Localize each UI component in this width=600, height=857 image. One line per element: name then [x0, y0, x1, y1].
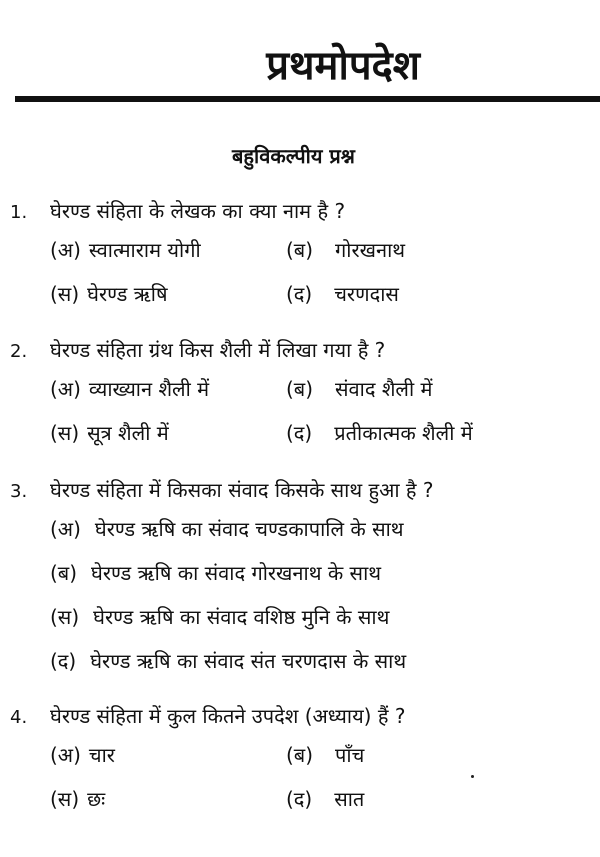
section-heading: बहुविकल्पीय प्रश्न [232, 144, 355, 168]
option-c [50, 411, 169, 455]
option-marker: (अ) [50, 377, 81, 401]
print-speck [471, 775, 474, 778]
option-marker: (स) [50, 605, 80, 629]
question-number: 4. [10, 707, 28, 728]
option-d [286, 411, 473, 455]
option-marker: (द) [50, 649, 77, 673]
question-text: घेरण्ड संहिता ग्रंथ किस शैली में लिखा गया है ? [50, 338, 386, 362]
option-marker: (ब) [50, 561, 78, 585]
option-c [50, 272, 168, 316]
option-b [286, 228, 405, 272]
option-a [50, 228, 201, 272]
question-number: 1. [10, 202, 28, 223]
option-a [50, 507, 404, 551]
option-text: व्याख्यान शैली में [88, 377, 210, 401]
option-marker: (द) [286, 421, 313, 445]
option-marker: (अ) [50, 517, 81, 541]
option-b [50, 551, 381, 595]
option-text: पाँच [335, 743, 365, 767]
option-text: घेरण्ड ऋषि का संवाद संत चरणदास के साथ [90, 649, 407, 673]
option-d [286, 272, 399, 316]
option-b [286, 733, 364, 777]
question-3 [0, 473, 600, 683]
option-a [50, 367, 209, 411]
option-marker: (स) [50, 787, 80, 811]
option-text: प्रतीकात्मक शैली में [334, 421, 473, 445]
option-marker: (अ) [50, 238, 81, 262]
option-text: संवाद शैली में [335, 377, 433, 401]
option-a [50, 733, 115, 777]
option-d [50, 639, 406, 683]
question-2 [0, 333, 600, 455]
question-number: 3. [10, 481, 28, 502]
option-c [50, 595, 389, 639]
option-text: स्वात्माराम योगी [88, 238, 201, 262]
option-marker: (स) [50, 282, 80, 306]
option-text: सात [334, 787, 365, 811]
question-4 [0, 699, 600, 821]
chapter-title: प्रथमोपदेश [266, 43, 420, 89]
title-divider [15, 96, 600, 102]
option-marker: (ब) [286, 377, 314, 401]
question-text: घेरण्ड संहिता के लेखक का क्या नाम है ? [50, 199, 346, 223]
question-text: घेरण्ड संहिता में किसका संवाद किसके साथ हुआ है ? [50, 478, 434, 502]
question-number: 2. [10, 341, 28, 362]
question-text: घेरण्ड संहिता में कुल कितने उपदेश (अध्याय) हैं ? [50, 704, 406, 728]
option-text: चार [88, 743, 115, 767]
option-c [50, 777, 105, 821]
option-marker: (अ) [50, 743, 81, 767]
option-text: घेरण्ड ऋषि का संवाद वशिष्ठ मुनि के साथ [93, 605, 390, 629]
option-marker: (द) [286, 787, 313, 811]
option-marker: (स) [50, 421, 80, 445]
option-text: घेरण्ड ऋषि का संवाद चण्डकापालि के साथ [94, 517, 404, 541]
option-text: सूत्र शैली में [87, 421, 169, 445]
option-text: छः [87, 787, 106, 811]
option-text: चरणदास [334, 282, 399, 306]
option-b [286, 367, 433, 411]
option-marker: (ब) [286, 238, 314, 262]
option-d [286, 777, 364, 821]
question-1 [0, 194, 600, 316]
option-marker: (ब) [286, 743, 314, 767]
option-text: घेरण्ड ऋषि [87, 282, 168, 306]
option-text: गोरखनाथ [335, 238, 406, 262]
option-text: घेरण्ड ऋषि का संवाद गोरखनाथ के साथ [91, 561, 382, 585]
option-marker: (द) [286, 282, 313, 306]
